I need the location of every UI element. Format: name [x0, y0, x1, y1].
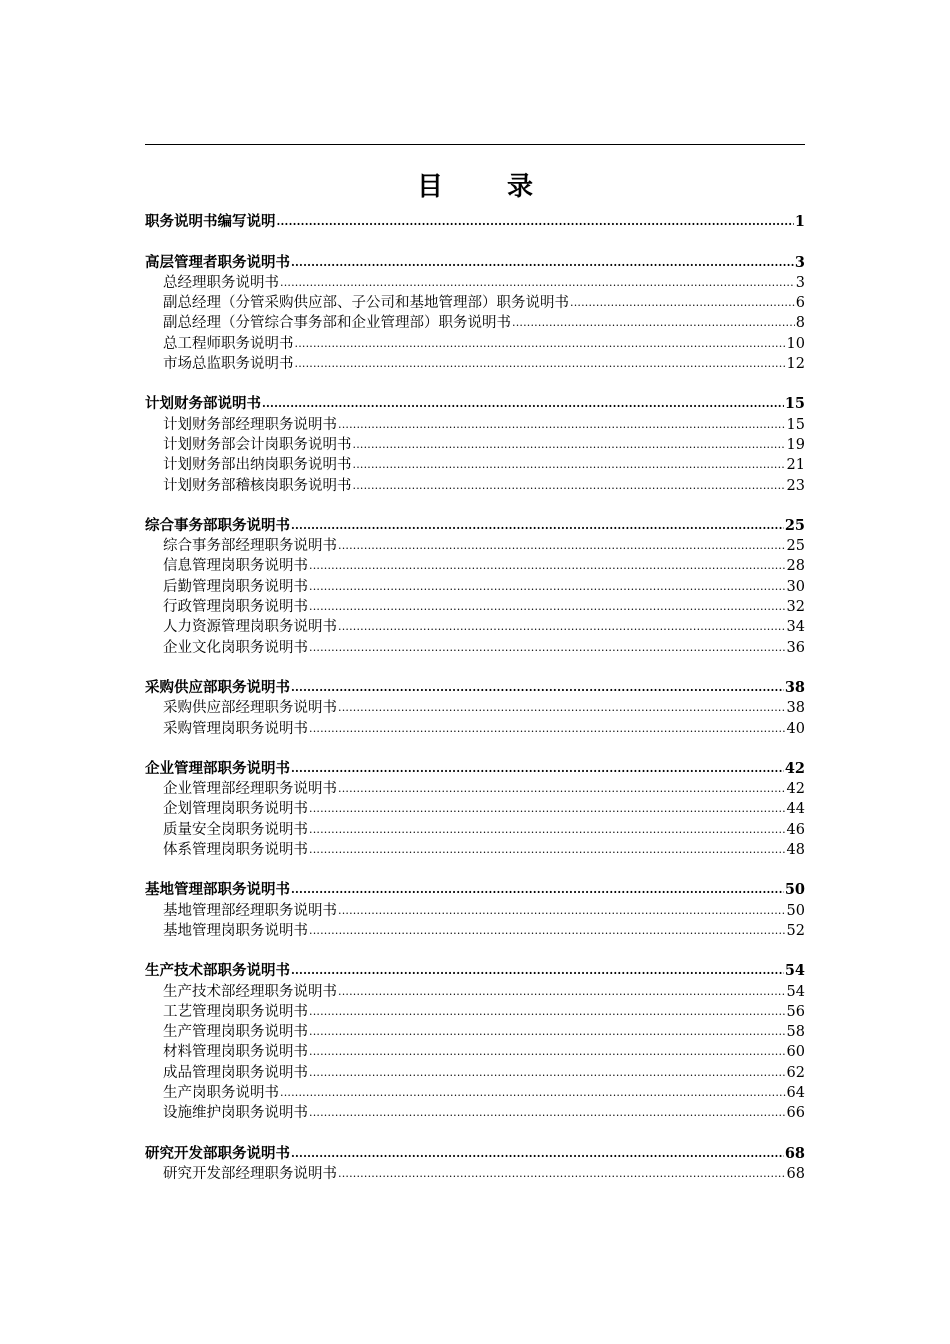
toc-entry-page-number: 54 — [784, 962, 805, 980]
dot-leader — [338, 620, 786, 634]
toc-entry-label: 研究开发部职务说明书 — [145, 1144, 290, 1162]
toc-entry[interactable] — [145, 597, 805, 617]
toc-entry-page-number: 42 — [784, 759, 805, 777]
toc-entry-label: 总经理职务说明书 — [163, 274, 279, 291]
toc-section — [145, 252, 805, 374]
toc-entry-page-number: 23 — [786, 477, 805, 494]
dot-leader — [291, 256, 794, 270]
toc-section-heading[interactable] — [145, 678, 805, 698]
toc-section — [145, 516, 805, 658]
dot-leader — [309, 641, 786, 655]
toc-entry-page-number: 25 — [786, 538, 805, 555]
toc-entry-page-number: 3 — [794, 253, 805, 271]
dot-leader — [280, 1086, 786, 1100]
section-gap — [145, 941, 805, 961]
toc-entry-label: 企业文化岗职务说明书 — [163, 639, 308, 656]
toc-entry-label: 生产岗职务说明书 — [163, 1084, 279, 1101]
toc-section-heading[interactable] — [145, 880, 805, 900]
toc-entry-page-number: 54 — [786, 983, 805, 1000]
toc-entry-page-number: 34 — [786, 619, 805, 636]
toc-section — [145, 961, 805, 1123]
toc-entry-page-number: 19 — [786, 436, 805, 453]
toc-entry-label: 市场总监职务说明书 — [163, 356, 294, 373]
toc-entry[interactable] — [145, 414, 805, 434]
section-gap — [145, 496, 805, 516]
toc-entry-page-number: 48 — [786, 842, 805, 859]
toc-entry-label: 人力资源管理岗职务说明书 — [163, 619, 337, 636]
dot-leader — [338, 904, 786, 918]
toc-entry-page-number: 15 — [786, 416, 805, 433]
toc-section-heading[interactable] — [145, 252, 805, 272]
toc-entry-label: 总工程师职务说明书 — [163, 335, 294, 352]
dot-leader — [291, 883, 784, 897]
toc-entry[interactable] — [145, 354, 805, 374]
toc-entry-label: 计划财务部稽核岗职务说明书 — [163, 477, 352, 494]
toc-entry-label: 体系管理岗职务说明书 — [163, 842, 308, 859]
dot-leader — [309, 1066, 786, 1080]
section-gap — [145, 739, 805, 759]
toc-entry-label: 生产管理岗职务说明书 — [163, 1024, 308, 1041]
toc-entry[interactable] — [145, 313, 805, 333]
toc-section — [145, 759, 805, 860]
toc-entry-page-number: 8 — [795, 315, 805, 332]
toc-entry[interactable] — [145, 1083, 805, 1103]
table-of-contents — [145, 212, 805, 1184]
toc-section — [145, 678, 805, 739]
toc-entry[interactable] — [145, 556, 805, 576]
dot-leader — [291, 1147, 784, 1161]
toc-entry-label: 高层管理者职务说明书 — [145, 253, 290, 271]
dot-leader — [309, 924, 786, 938]
dot-leader — [277, 215, 794, 229]
dot-leader — [309, 1106, 786, 1120]
toc-entry[interactable] — [145, 1042, 805, 1062]
toc-entry-page-number: 44 — [786, 801, 805, 818]
toc-title-char-2: 录 — [507, 172, 534, 202]
toc-entry[interactable] — [145, 475, 805, 495]
toc-entry-label: 企业管理部经理职务说明书 — [163, 781, 337, 798]
toc-entry-label: 企划管理岗职务说明书 — [163, 801, 308, 818]
toc-entry-label: 综合事务部经理职务说明书 — [163, 538, 337, 555]
dot-leader — [338, 418, 786, 432]
toc-entry-page-number: 58 — [786, 1024, 805, 1041]
dot-leader — [338, 985, 786, 999]
toc-entry-page-number: 36 — [786, 639, 805, 656]
toc-entry-page-number: 68 — [786, 1165, 805, 1182]
toc-entry[interactable] — [145, 617, 805, 637]
toc-entry[interactable] — [145, 900, 805, 920]
toc-entry-label: 企业管理部职务说明书 — [145, 759, 290, 777]
toc-entry[interactable] — [145, 273, 805, 293]
toc-entry-page-number: 6 — [795, 295, 805, 312]
toc-entry[interactable] — [145, 799, 805, 819]
dot-leader — [353, 479, 786, 493]
toc-entry-label: 质量安全岗职务说明书 — [163, 821, 308, 838]
dot-leader — [280, 276, 795, 290]
toc-entry-page-number: 64 — [786, 1084, 805, 1101]
toc-entry[interactable] — [145, 1022, 805, 1042]
dot-leader — [309, 823, 786, 837]
toc-section — [145, 1143, 805, 1184]
dot-leader — [309, 1005, 786, 1019]
dot-leader — [291, 519, 784, 533]
toc-entry-label: 材料管理岗职务说明书 — [163, 1044, 308, 1061]
toc-entry-label: 生产技术部经理职务说明书 — [163, 983, 337, 1000]
toc-entry-label: 基地管理部职务说明书 — [145, 881, 290, 899]
dot-leader — [295, 337, 786, 351]
toc-entry-label: 副总经理（分管采购供应部、子公司和基地管理部）职务说明书 — [163, 295, 569, 312]
toc-entry[interactable] — [145, 536, 805, 556]
toc-entry-label: 基地管理部经理职务说明书 — [163, 902, 337, 919]
toc-entry-label: 设施维护岗职务说明书 — [163, 1105, 308, 1122]
toc-entry-label: 后勤管理岗职务说明书 — [163, 578, 308, 595]
toc-section-heading[interactable] — [145, 1143, 805, 1163]
section-gap — [145, 1123, 805, 1143]
toc-entry-page-number: 42 — [786, 781, 805, 798]
dot-leader — [309, 580, 786, 594]
toc-section — [145, 394, 805, 495]
toc-entry-page-number: 15 — [784, 395, 805, 413]
dot-leader — [338, 782, 786, 796]
toc-entry-page-number: 21 — [786, 457, 805, 474]
toc-entry-page-number: 40 — [786, 720, 805, 737]
section-gap — [145, 658, 805, 678]
dot-leader — [353, 458, 786, 472]
dot-leader — [295, 357, 786, 371]
toc-section-heading[interactable] — [145, 961, 805, 981]
toc-entry-label: 综合事务部职务说明书 — [145, 516, 290, 534]
dot-leader — [291, 762, 784, 776]
toc-entry[interactable] — [145, 1164, 805, 1184]
toc-entry-page-number: 60 — [786, 1044, 805, 1061]
toc-entry-page-number: 38 — [784, 678, 805, 696]
dot-leader — [309, 722, 786, 736]
dot-leader — [309, 600, 786, 614]
toc-entry-label: 基地管理岗职务说明书 — [163, 922, 308, 939]
toc-entry[interactable] — [145, 698, 805, 718]
toc-title — [145, 166, 805, 203]
toc-entry-page-number: 3 — [795, 274, 805, 291]
toc-entry-label: 生产技术部职务说明书 — [145, 962, 290, 980]
toc-entry-page-number: 10 — [786, 335, 805, 352]
toc-entry[interactable] — [145, 455, 805, 475]
toc-entry-page-number: 38 — [786, 700, 805, 717]
toc-entry[interactable] — [145, 1103, 805, 1123]
toc-entry[interactable] — [145, 1002, 805, 1022]
toc-section-heading[interactable] — [145, 212, 805, 232]
toc-entry-page-number: 46 — [786, 821, 805, 838]
toc-entry-page-number: 30 — [786, 578, 805, 595]
dot-leader — [570, 296, 795, 310]
toc-entry-label: 行政管理岗职务说明书 — [163, 599, 308, 616]
toc-entry-page-number: 50 — [784, 881, 805, 899]
toc-entry-page-number: 68 — [784, 1144, 805, 1162]
dot-leader — [309, 843, 786, 857]
dot-leader — [291, 681, 784, 695]
toc-entry[interactable] — [145, 333, 805, 353]
toc-entry[interactable] — [145, 779, 805, 799]
section-gap — [145, 860, 805, 880]
toc-entry-label: 计划财务部说明书 — [145, 395, 261, 413]
toc-entry[interactable] — [145, 819, 805, 839]
toc-entry-label: 信息管理岗职务说明书 — [163, 558, 308, 575]
toc-section-heading[interactable] — [145, 516, 805, 536]
dot-leader — [309, 559, 786, 573]
toc-entry-label: 计划财务部会计岗职务说明书 — [163, 436, 352, 453]
toc-entry-label: 职务说明书编写说明 — [145, 213, 276, 231]
toc-entry-page-number: 32 — [786, 599, 805, 616]
toc-entry-label: 研究开发部经理职务说明书 — [163, 1165, 337, 1182]
dot-leader — [262, 397, 784, 411]
toc-entry-page-number: 12 — [786, 356, 805, 373]
dot-leader — [309, 1025, 786, 1039]
section-gap — [145, 374, 805, 394]
toc-entry-label: 工艺管理岗职务说明书 — [163, 1003, 308, 1020]
toc-entry-page-number: 52 — [786, 922, 805, 939]
toc-entry-page-number: 1 — [794, 213, 805, 231]
dot-leader — [353, 438, 786, 452]
toc-title-char-1: 目 — [416, 172, 443, 202]
toc-entry[interactable] — [145, 293, 805, 313]
dot-leader — [338, 539, 786, 553]
toc-entry-label: 采购供应部经理职务说明书 — [163, 700, 337, 717]
section-gap — [145, 232, 805, 252]
toc-entry[interactable] — [145, 1062, 805, 1082]
toc-entry[interactable] — [145, 435, 805, 455]
toc-section-heading[interactable] — [145, 394, 805, 414]
toc-section — [145, 880, 805, 941]
dot-leader — [309, 802, 786, 816]
toc-entry-page-number: 50 — [786, 902, 805, 919]
toc-entry-label: 计划财务部经理职务说明书 — [163, 416, 337, 433]
toc-entry-label: 副总经理（分管综合事务部和企业管理部）职务说明书 — [163, 315, 511, 332]
dot-leader — [291, 964, 784, 978]
toc-entry-label: 采购管理岗职务说明书 — [163, 720, 308, 737]
toc-entry[interactable] — [145, 840, 805, 860]
header-rule — [145, 144, 805, 145]
toc-entry-page-number: 56 — [786, 1003, 805, 1020]
toc-entry-page-number: 25 — [784, 516, 805, 534]
dot-leader — [338, 1167, 786, 1181]
toc-entry-page-number: 28 — [786, 558, 805, 575]
toc-entry[interactable] — [145, 637, 805, 657]
toc-entry[interactable] — [145, 718, 805, 738]
toc-entry-page-number: 62 — [786, 1064, 805, 1081]
toc-section-heading[interactable] — [145, 759, 805, 779]
dot-leader — [309, 1045, 786, 1059]
toc-entry[interactable] — [145, 921, 805, 941]
dot-leader — [512, 316, 795, 330]
toc-entry-label: 成品管理岗职务说明书 — [163, 1064, 308, 1081]
toc-entry-label: 采购供应部职务说明书 — [145, 678, 290, 696]
toc-entry[interactable] — [145, 576, 805, 596]
toc-entry-label: 计划财务部出纳岗职务说明书 — [163, 457, 352, 474]
toc-entry-page-number: 66 — [786, 1105, 805, 1122]
toc-section — [145, 212, 805, 232]
toc-entry[interactable] — [145, 981, 805, 1001]
dot-leader — [338, 701, 786, 715]
